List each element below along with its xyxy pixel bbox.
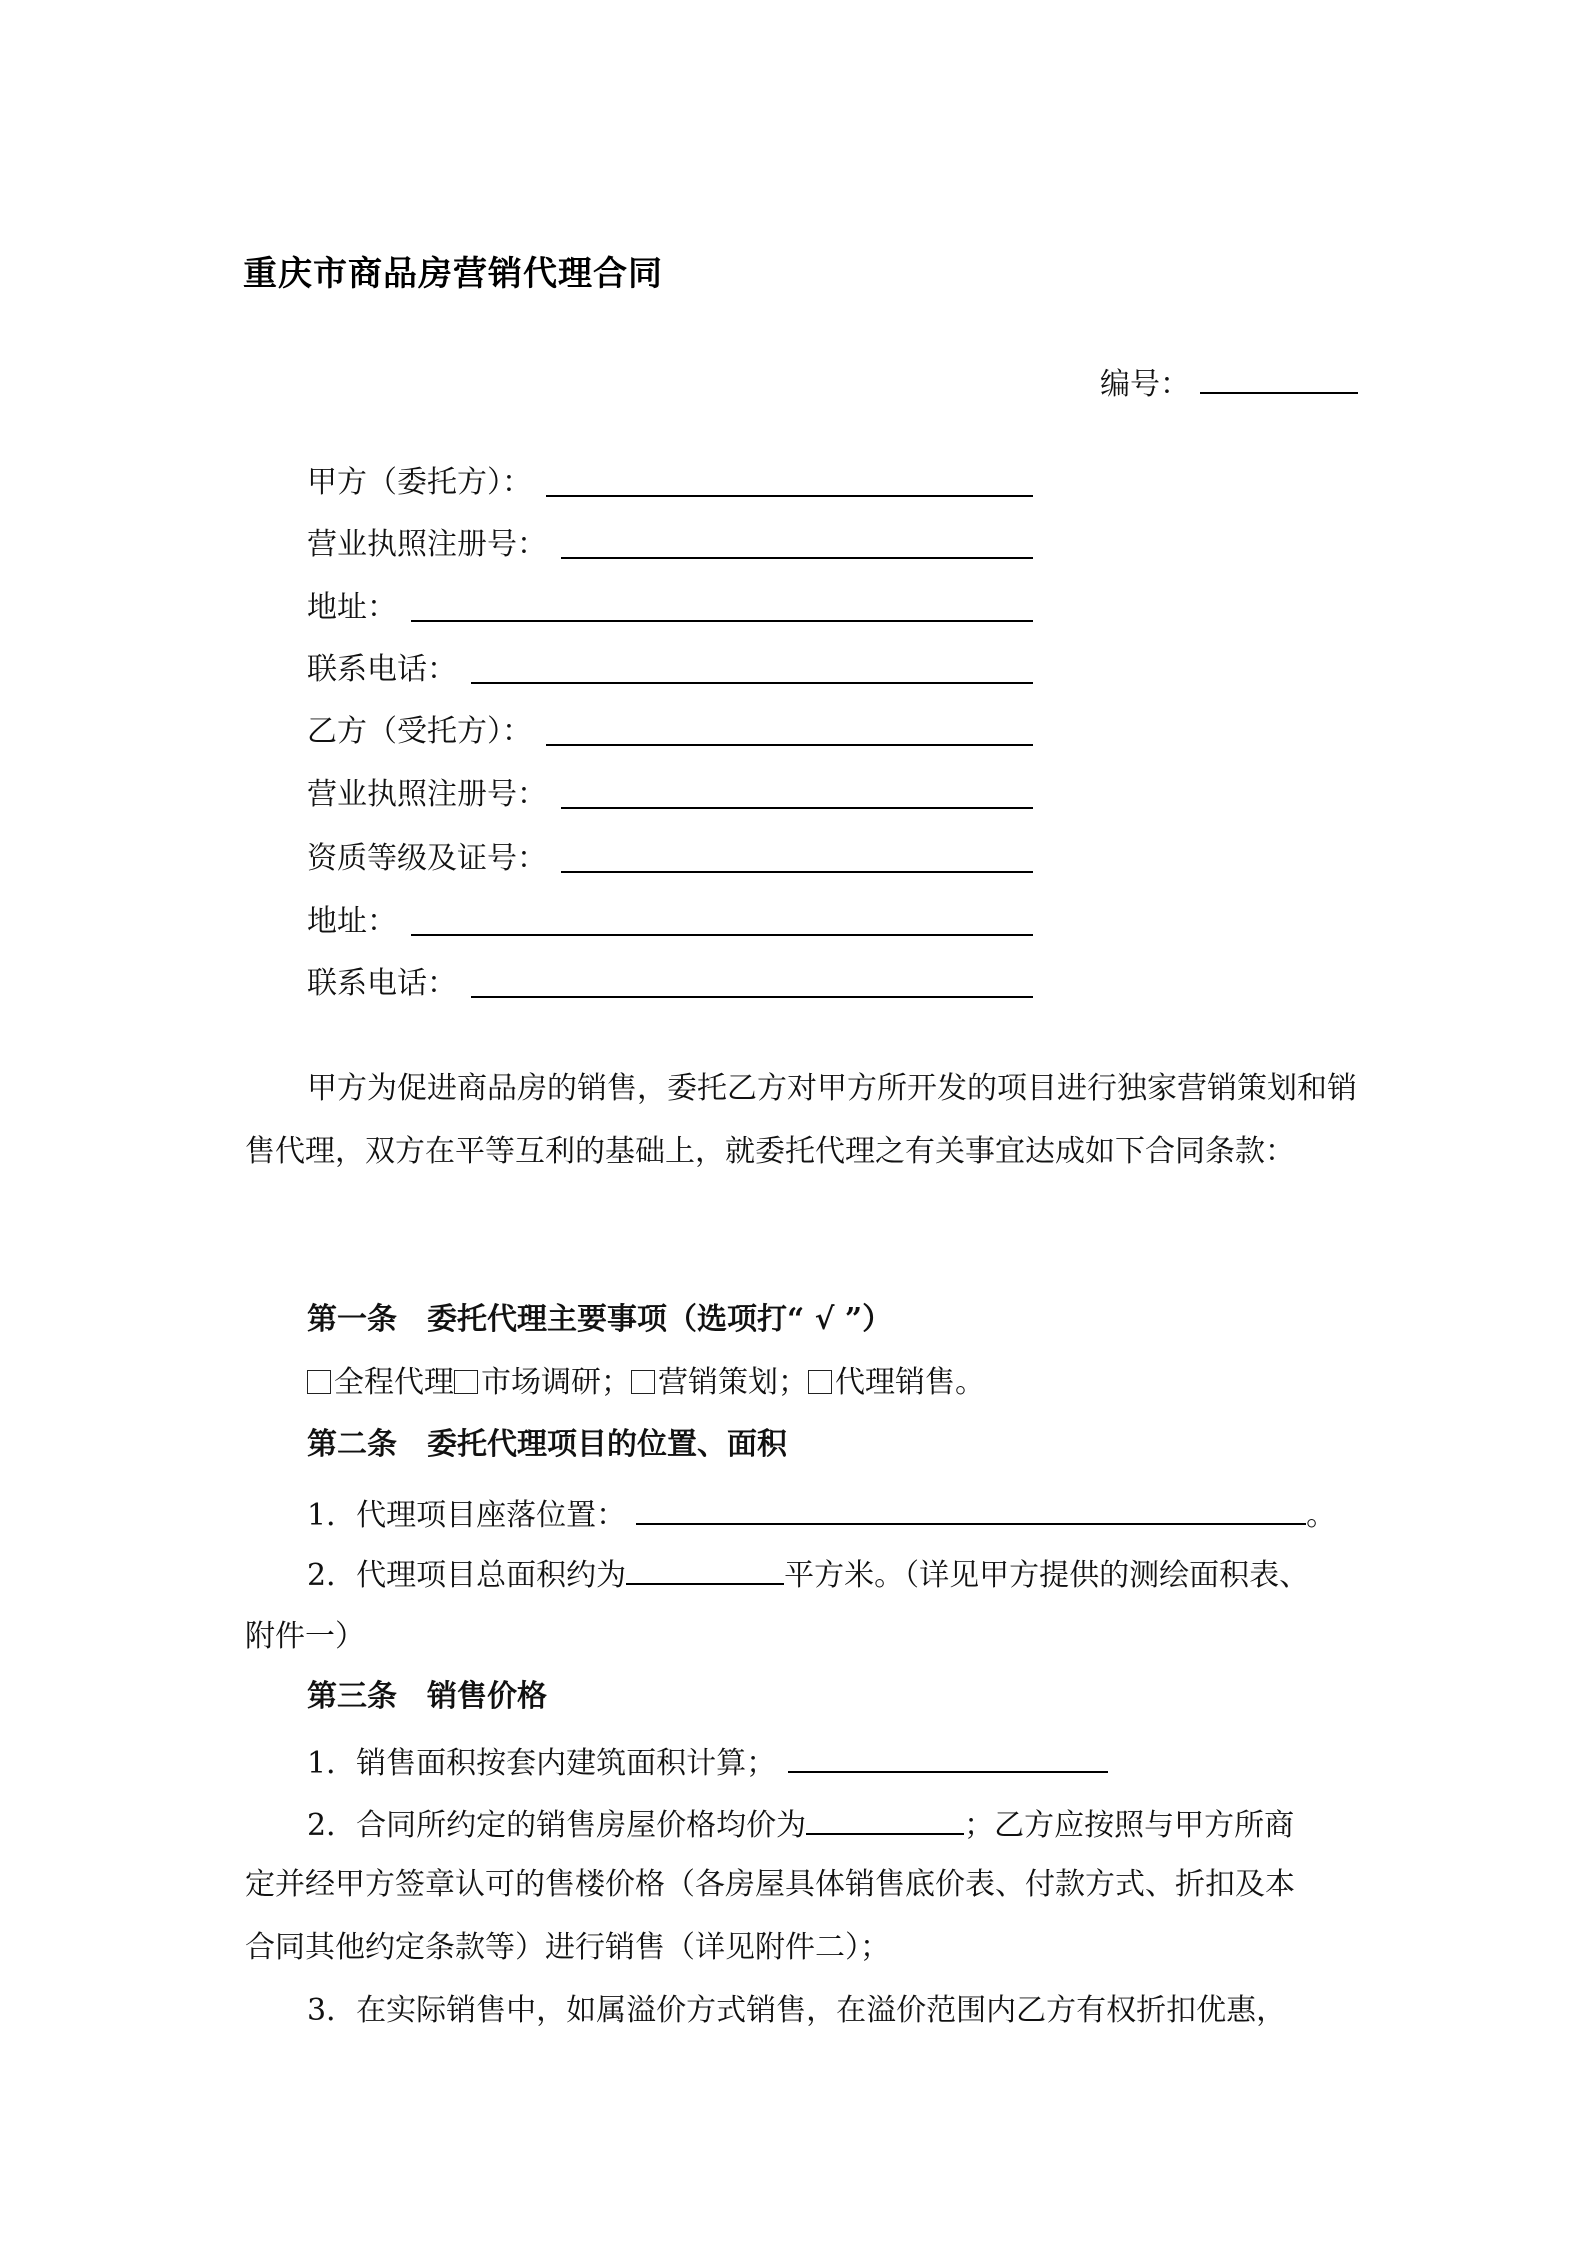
option-market-research-label: 市场调研 xyxy=(481,1365,601,1400)
party-a-license-label: 营业执照注册号： xyxy=(307,527,547,562)
sales-area-label: 1．销售面积按套内建筑面积计算； xyxy=(307,1746,777,1781)
party-b-license-row xyxy=(307,777,1033,813)
party-a-address-label: 地址： xyxy=(307,590,397,625)
article-2-item-2-continued: 附件一） xyxy=(245,1619,365,1654)
serial-number-field[interactable] xyxy=(1200,364,1358,394)
period: 。 xyxy=(1306,1498,1337,1533)
article-2-item-2 xyxy=(307,1555,1309,1594)
party-a-name-label: 甲方（委托方）： xyxy=(307,465,532,500)
party-a-phone-row xyxy=(307,652,1033,688)
option-full-agency-checkbox[interactable] xyxy=(307,1370,331,1394)
area-field[interactable] xyxy=(626,1555,784,1585)
avg-price-label: 2．合同所约定的销售房屋价格均价为 xyxy=(307,1808,807,1843)
party-b-phone-label: 联系电话： xyxy=(307,966,457,1001)
article-2-heading: 第二条 委托代理项目的位置、面积 xyxy=(307,1427,787,1462)
separator: 。 xyxy=(955,1365,985,1400)
separator: ； xyxy=(601,1365,631,1400)
intro-paragraph: 甲方为促进商品房的销售，委托乙方对甲方所开发的项目进行独家营销策划和销售代理，双方在平等互利的基础上，就委托代理之有关事宜达成如下合同条款： xyxy=(245,1071,1357,1169)
area-label: 2．代理项目总面积约为 xyxy=(307,1558,627,1593)
option-agency-sales-label: 代理销售 xyxy=(835,1365,955,1400)
option-agency-sales-checkbox[interactable] xyxy=(808,1370,832,1394)
party-b-address-label: 地址： xyxy=(307,904,397,939)
party-b-address-field[interactable] xyxy=(411,933,1033,936)
article-1-heading: 第一条 委托代理主要事项（选项打“ √ ”） xyxy=(307,1302,893,1337)
avg-price-after-text: ；乙方应按照与甲方所商 xyxy=(964,1808,1295,1843)
option-marketing-plan-checkbox[interactable] xyxy=(631,1370,655,1394)
party-b-qualification-row xyxy=(307,841,1033,877)
party-b-name-label: 乙方（受托方）： xyxy=(307,714,532,749)
serial-number-row xyxy=(1100,364,1358,403)
option-market-research-checkbox[interactable] xyxy=(454,1370,478,1394)
party-a-license-row xyxy=(307,527,1033,563)
party-b-qualification-label: 资质等级及证号： xyxy=(307,841,547,876)
party-a-license-field[interactable] xyxy=(561,556,1033,559)
serial-number-label: 编号： xyxy=(1100,367,1190,402)
party-a-name-row xyxy=(307,465,1033,501)
sales-area-field[interactable] xyxy=(788,1743,1108,1773)
article-2-item-1 xyxy=(307,1495,1336,1534)
party-a-address-field[interactable] xyxy=(411,619,1033,622)
article-3-item-3: 3．在实际销售中，如属溢价方式销售，在溢价范围内乙方有权折扣优惠， xyxy=(307,1993,1287,2028)
article-3-item-2 xyxy=(307,1805,1294,1844)
article-3-item-2-line-2: 定并经甲方签章认可的售楼价格（各房屋具体销售底价表、付款方式、折扣及本 xyxy=(245,1867,1295,1902)
option-marketing-plan-label: 营销策划 xyxy=(658,1365,778,1400)
party-b-address-row xyxy=(307,904,1033,940)
article-3-item-1 xyxy=(307,1743,1108,1782)
party-b-name-field[interactable] xyxy=(546,743,1033,746)
party-b-license-label: 营业执照注册号： xyxy=(307,777,547,812)
location-field[interactable] xyxy=(636,1495,1306,1525)
option-full-agency-label: 全程代理 xyxy=(334,1365,454,1400)
location-label: 1．代理项目座落位置： xyxy=(307,1498,627,1533)
party-b-phone-row xyxy=(307,966,1033,1002)
separator: ； xyxy=(778,1365,808,1400)
article-1-options xyxy=(307,1365,985,1401)
area-unit-text: 平方米。（详见甲方提供的测绘面积表、 xyxy=(784,1558,1310,1593)
article-3-item-2-line-3: 合同其他约定条款等）进行销售（详见附件二）； xyxy=(245,1930,890,1965)
party-a-name-field[interactable] xyxy=(546,494,1033,497)
party-b-name-row xyxy=(307,714,1033,750)
party-b-license-field[interactable] xyxy=(561,806,1033,809)
party-b-qualification-field[interactable] xyxy=(561,870,1033,873)
document-title: 重庆市商品房营销代理合同 xyxy=(243,254,663,294)
party-b-phone-field[interactable] xyxy=(471,995,1033,998)
party-a-phone-label: 联系电话： xyxy=(307,652,457,687)
article-3-heading: 第三条 销售价格 xyxy=(307,1679,547,1714)
avg-price-field[interactable] xyxy=(806,1805,964,1835)
party-a-address-row xyxy=(307,590,1033,626)
party-a-phone-field[interactable] xyxy=(471,681,1033,684)
